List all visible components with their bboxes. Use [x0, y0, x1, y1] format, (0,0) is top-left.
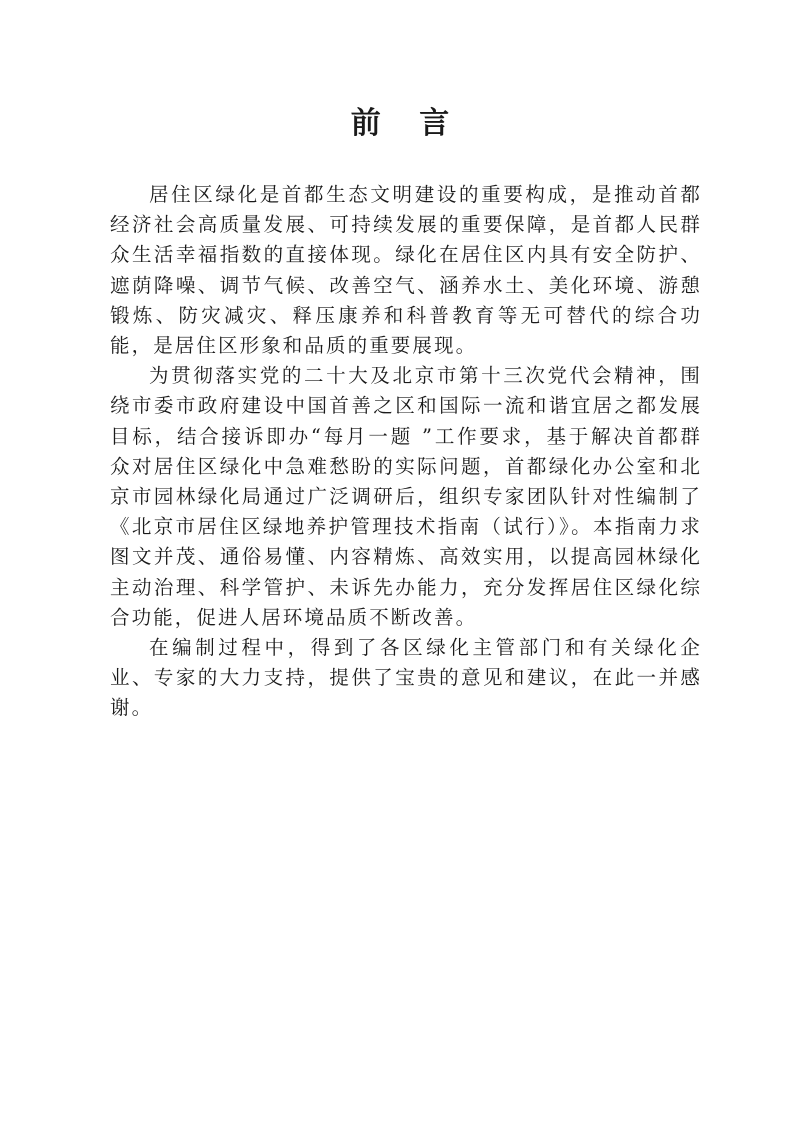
document-body — [110, 180, 702, 724]
paragraph-1: 居住区绿化是首都生态文明建设的重要构成，是推动首都经济社会高质量发展、可持续发展的重要保障，是首都人民群众生活幸福指数的直接体现。绿化在居住区内具有安全防护、遮荫降噪、调节气候、改善空气、涵养水土、美化环境、游憩锻炼、防灾减灾、释压康养和科普教育等无可替代的综合功能，是居住区形象和品质的重要展现。 — [110, 183, 702, 358]
page-title: 前 言 — [350, 106, 464, 141]
paragraph-2: 为贯彻落实党的二十大及北京市第十三次党代会精神，围绕市委市政府建设中国首善之区和国际一流和谐宜居之都发展目标，结合接诉即办“每月一题 ”工作要求，基于解决首都群众对居住区绿化中急难愁盼的实际问题，首都绿化办公室和北京市园林绿化局通过广泛调研后，组织专家团队针对性编制了《北京市居住区绿地养护管理技术指南（试行）》。本指南力求图文并茂、通俗易懂、内容精炼、高效实用，以提高园林绿化主动治理、科学管护、未诉先办能力，充分发挥居住区绿化综合功能，促进人居环境品质不断改善。 — [110, 364, 702, 629]
paragraph-3: 在编制过程中，得到了各区绿化主管部门和有关绿化企业、专家的大力支持，提供了宝贵的意见和建议，在此一并感谢。 — [110, 636, 702, 720]
